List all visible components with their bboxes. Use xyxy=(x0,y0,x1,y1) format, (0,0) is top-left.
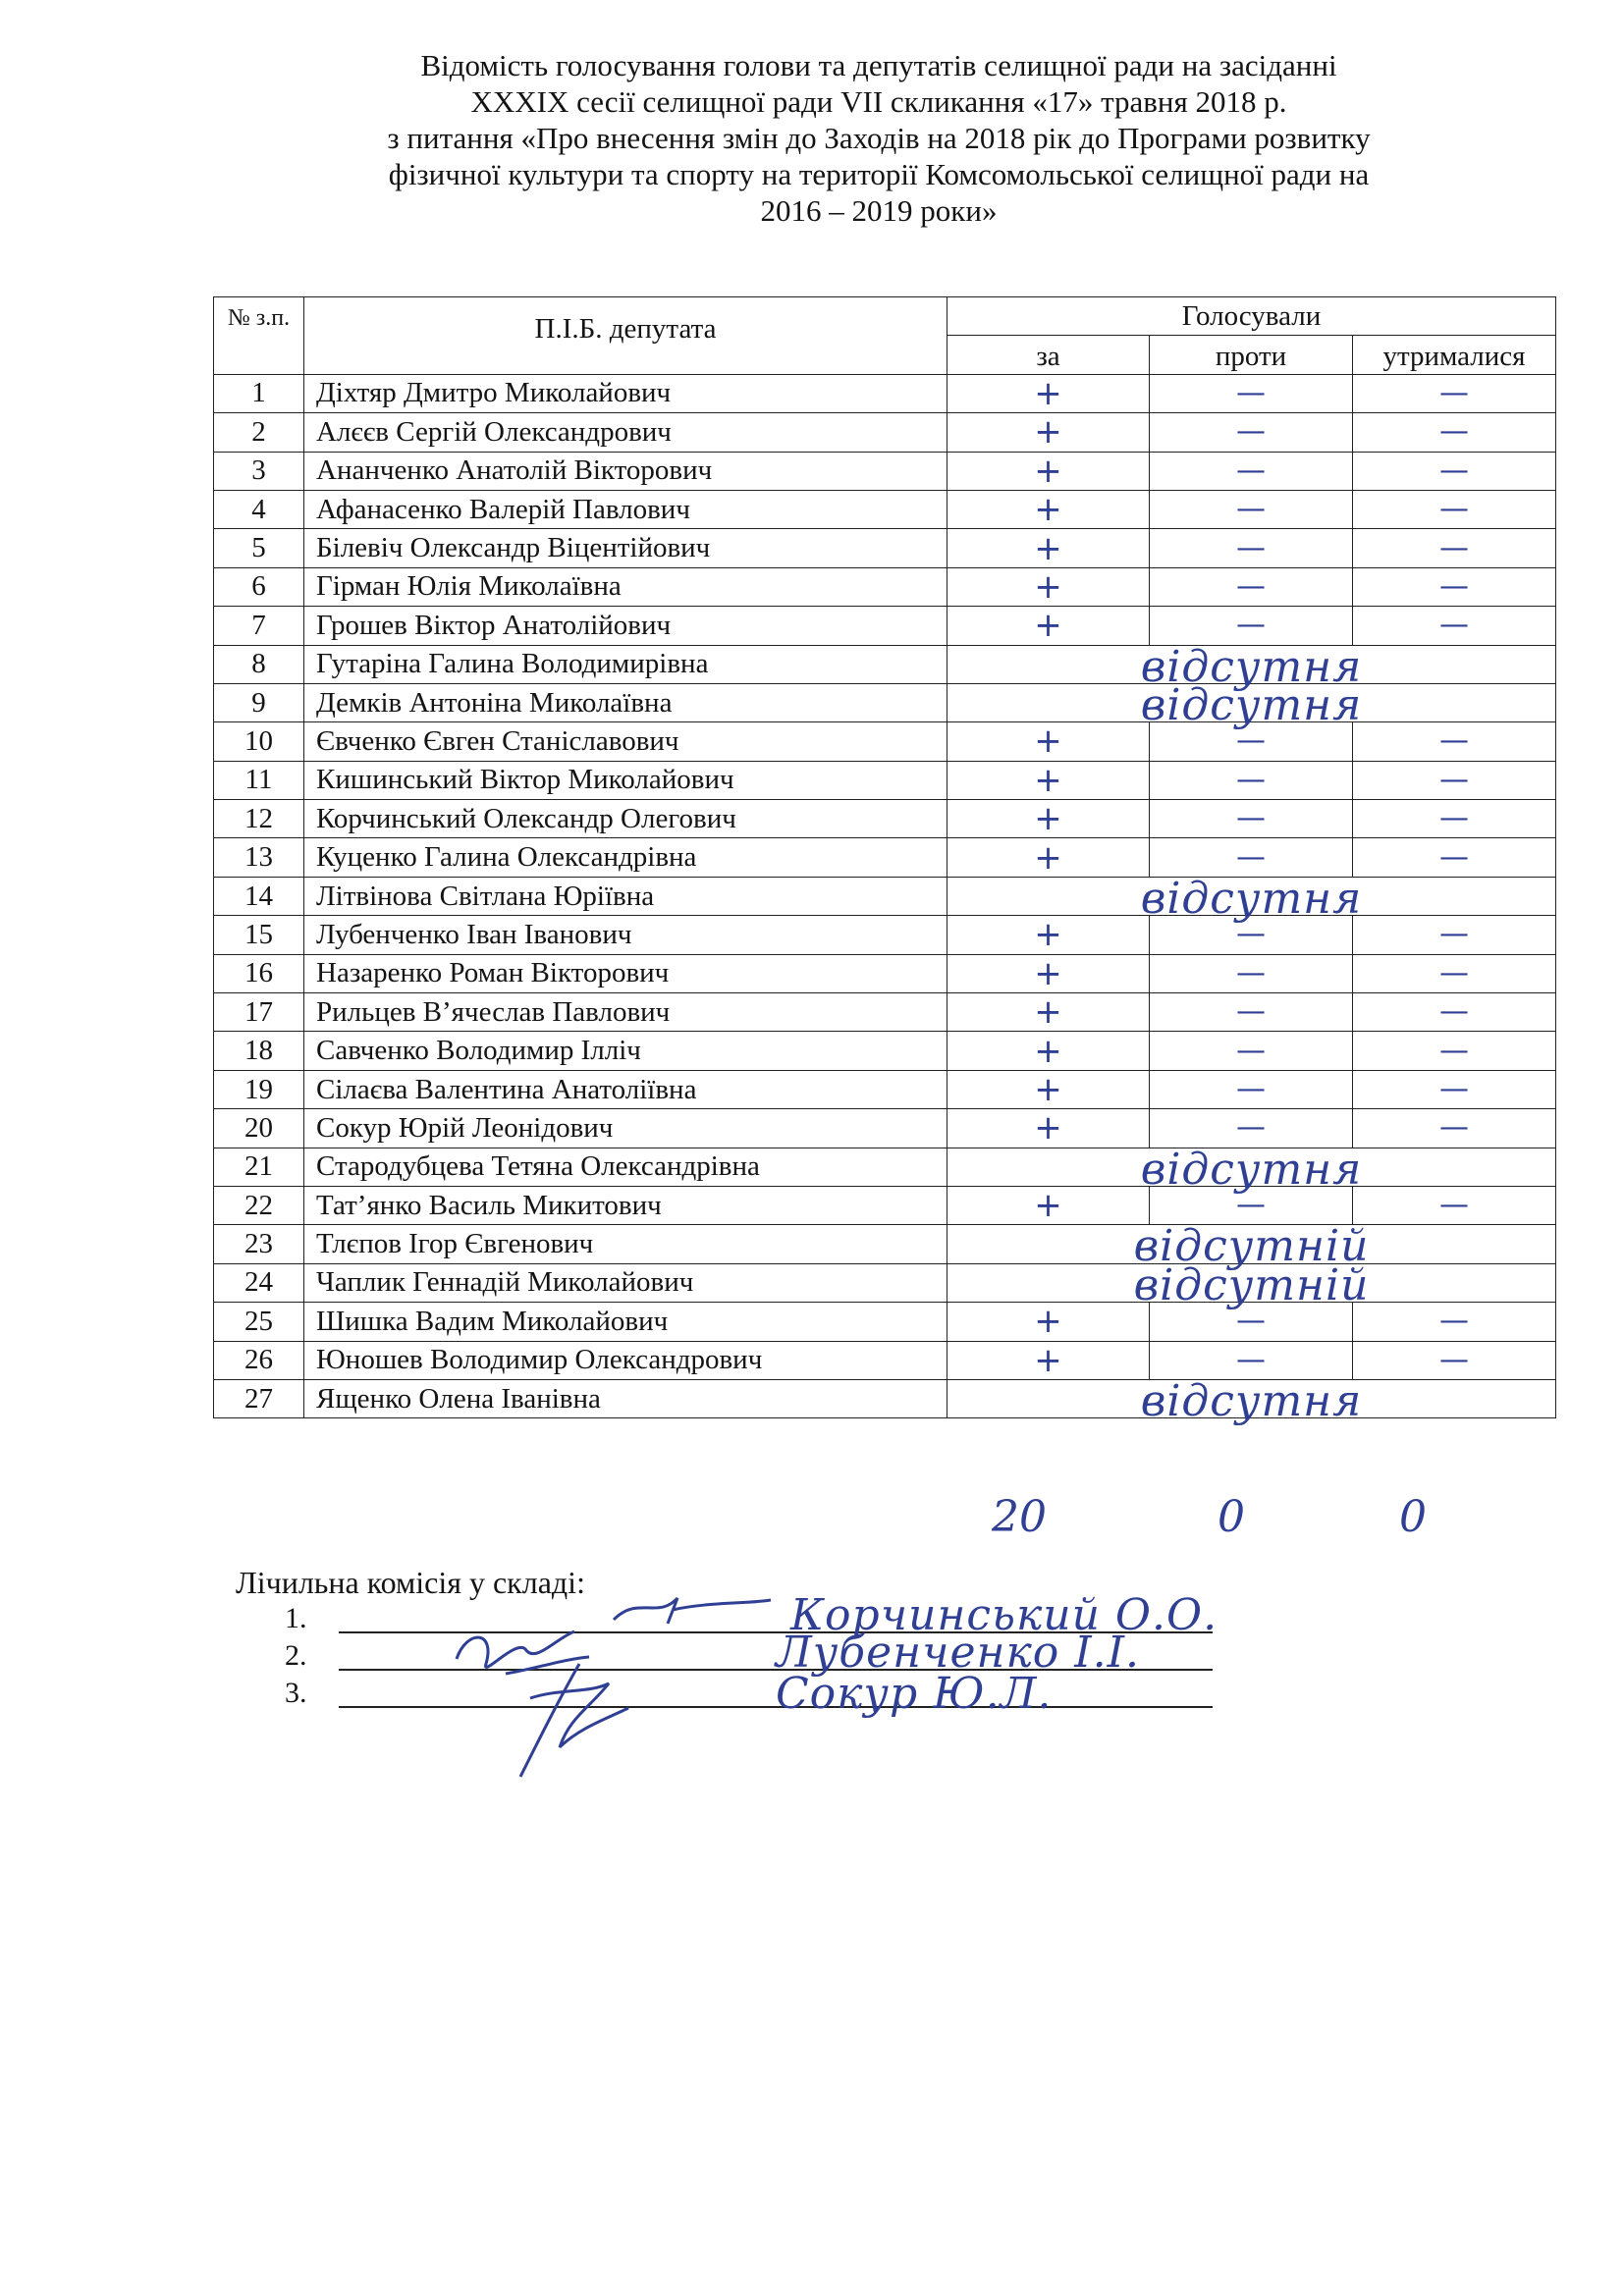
vote-for-mark: + xyxy=(947,413,1150,452)
deputy-name: Сокур Юрій Леонідович xyxy=(304,1109,947,1148)
table-row xyxy=(214,490,1556,528)
deputy-name: Сілаєва Валентина Анатоліївна xyxy=(304,1070,947,1108)
vote-against-mark: — xyxy=(1150,413,1353,452)
deputy-name: Євченко Євген Станіславович xyxy=(304,722,947,761)
table-row xyxy=(214,1032,1556,1070)
vote-for-mark: + xyxy=(947,374,1150,412)
vote-against-mark: — xyxy=(1150,529,1353,567)
deputy-name: Літвінова Світлана Юріївна xyxy=(304,877,947,915)
vote-abstained-mark: — xyxy=(1353,490,1556,528)
row-number: 19 xyxy=(214,1070,304,1108)
vote-for-mark: + xyxy=(947,607,1150,645)
table-row xyxy=(214,567,1556,606)
row-number: 11 xyxy=(214,761,304,799)
title-line: з питання «Про внесення змін до Заходів на 2018 рік до Програми розвитку xyxy=(387,121,1371,155)
table-row xyxy=(214,683,1556,721)
total-for: 20 xyxy=(992,1492,1047,1542)
vote-abstained-mark: — xyxy=(1353,838,1556,877)
row-number: 17 xyxy=(214,993,304,1032)
absent-mark: відсутня xyxy=(1140,641,1363,692)
vote-for-mark: + xyxy=(947,490,1150,528)
header-name: П.І.Б. депутата xyxy=(304,297,947,375)
vote-against-mark: — xyxy=(1150,607,1353,645)
vote-for-mark: + xyxy=(947,993,1150,1032)
absent-mark: відсутня xyxy=(1140,1375,1363,1426)
commission-member-row xyxy=(285,1602,307,1635)
row-number: 22 xyxy=(214,1186,304,1224)
commission-member-name: Сокур Ю.Л. xyxy=(776,1669,1053,1719)
deputy-name: Корчинський Олександр Олегович xyxy=(304,800,947,838)
table-row xyxy=(214,722,1556,761)
table-row xyxy=(214,1070,1556,1108)
vote-against-mark: — xyxy=(1150,1303,1353,1341)
vote-abstained-mark: — xyxy=(1353,954,1556,992)
table-row xyxy=(214,1109,1556,1148)
vote-for-mark: + xyxy=(947,1109,1150,1148)
vote-for-mark: + xyxy=(947,452,1150,490)
deputy-name: Назаренко Роман Вікторович xyxy=(304,954,947,992)
vote-abstained-mark: — xyxy=(1353,800,1556,838)
vote-abstained-mark: — xyxy=(1353,1032,1556,1070)
row-number: 25 xyxy=(214,1303,304,1341)
vote-abstained-mark: — xyxy=(1353,722,1556,761)
header-against: проти xyxy=(1150,336,1353,374)
vote-absent-cell xyxy=(947,1221,1556,1272)
table-row xyxy=(214,800,1556,838)
deputy-name: Тлєпов Ігор Євгенович xyxy=(304,1225,947,1263)
vote-abstained-mark: — xyxy=(1353,761,1556,799)
vote-against-mark: — xyxy=(1150,993,1353,1032)
vote-abstained-mark: — xyxy=(1353,607,1556,645)
header-abstained: утрималися xyxy=(1353,336,1556,374)
deputy-name: Гутаріна Галина Володимирівна xyxy=(304,645,947,683)
commission-member-name: Лубенченко І.І. xyxy=(776,1628,1140,1678)
vote-against-mark: — xyxy=(1150,954,1353,992)
deputy-name: Гірман Юлія Миколаївна xyxy=(304,567,947,606)
voting-rows xyxy=(214,373,1556,1426)
table-row xyxy=(214,916,1556,954)
vote-abstained-mark: — xyxy=(1353,1109,1556,1148)
vote-for-mark: + xyxy=(947,529,1150,567)
absent-mark: відсутній xyxy=(1133,1259,1370,1310)
table-row xyxy=(214,452,1556,490)
deputy-name: Стародубцева Тетяна Олександрівна xyxy=(304,1148,947,1186)
vote-for-mark: + xyxy=(947,1341,1150,1379)
vote-against-mark: — xyxy=(1150,490,1353,528)
table-row xyxy=(214,1148,1556,1186)
vote-against-mark: — xyxy=(1150,1070,1353,1108)
vote-absent-cell xyxy=(947,873,1556,924)
vote-for-mark: + xyxy=(947,954,1150,992)
title-line: 2016 – 2019 роки» xyxy=(760,193,998,228)
vote-abstained-mark: — xyxy=(1353,916,1556,954)
vote-against-mark: — xyxy=(1150,452,1353,490)
title-line: Відомість голосування голови та депутатів селищної ради на засіданні xyxy=(420,48,1337,82)
vote-absent-cell xyxy=(947,1375,1556,1426)
table-row xyxy=(214,1186,1556,1224)
deputy-name: Лубенченко Іван Іванович xyxy=(304,916,947,954)
deputy-name: Білевіч Олександр Віцентійович xyxy=(304,529,947,567)
vote-for-mark: + xyxy=(947,722,1150,761)
row-number: 21 xyxy=(214,1148,304,1186)
row-number: 27 xyxy=(214,1379,304,1417)
vote-abstained-mark: — xyxy=(1353,993,1556,1032)
vote-against-mark: — xyxy=(1150,1032,1353,1070)
signature-1-image xyxy=(609,1590,776,1629)
table-row xyxy=(214,529,1556,567)
vote-abstained-mark: — xyxy=(1353,567,1556,606)
vote-against-mark: — xyxy=(1150,567,1353,606)
deputy-name: Чаплик Геннадій Миколайович xyxy=(304,1263,947,1302)
table-row xyxy=(214,838,1556,877)
deputy-name: Куценко Галина Олександрівна xyxy=(304,838,947,877)
row-number: 15 xyxy=(214,916,304,954)
table-row xyxy=(214,1303,1556,1341)
vote-abstained-mark: — xyxy=(1353,452,1556,490)
vote-against-mark: — xyxy=(1150,1186,1353,1224)
signature-3-image xyxy=(501,1659,648,1787)
row-number: 13 xyxy=(214,838,304,877)
commission-member-number: 1. xyxy=(285,1602,307,1634)
deputy-name: Алєєв Сергій Олександрович xyxy=(304,413,947,452)
row-number: 20 xyxy=(214,1109,304,1148)
row-number: 2 xyxy=(214,413,304,452)
deputy-name: Афанасенко Валерій Павлович xyxy=(304,490,947,528)
row-number: 16 xyxy=(214,954,304,992)
commission-member-number: 2. xyxy=(285,1639,307,1672)
vote-for-mark: + xyxy=(947,1070,1150,1108)
table-row xyxy=(214,413,1556,452)
table-row xyxy=(214,1263,1556,1302)
vote-against-mark: — xyxy=(1150,800,1353,838)
vote-against-mark: — xyxy=(1150,1341,1353,1379)
vote-absent-cell xyxy=(947,641,1556,692)
vote-against-mark: — xyxy=(1150,722,1353,761)
vote-abstained-mark: — xyxy=(1353,1303,1556,1341)
vote-absent-cell xyxy=(947,1259,1556,1310)
row-number: 12 xyxy=(214,800,304,838)
vote-for-mark: + xyxy=(947,1303,1150,1341)
row-number: 14 xyxy=(214,877,304,915)
row-number: 8 xyxy=(214,645,304,683)
absent-mark: відсутня xyxy=(1140,1144,1363,1195)
table-row xyxy=(214,1341,1556,1379)
vote-abstained-mark: — xyxy=(1353,1341,1556,1379)
table-row xyxy=(214,993,1556,1032)
commission-member-row xyxy=(285,1677,307,1710)
vote-absent-cell xyxy=(947,679,1556,730)
document-title xyxy=(226,47,1532,229)
table-row xyxy=(214,761,1556,799)
vote-for-mark: + xyxy=(947,567,1150,606)
vote-abstained-mark: — xyxy=(1353,374,1556,412)
absent-mark: відсутня xyxy=(1140,679,1363,730)
vote-abstained-mark: — xyxy=(1353,1070,1556,1108)
vote-against-mark: — xyxy=(1150,1109,1353,1148)
row-number: 26 xyxy=(214,1341,304,1379)
total-abstained: 0 xyxy=(1399,1492,1427,1542)
commission-heading: Лічильна комісія у складі: xyxy=(236,1565,585,1600)
commission-member-number: 3. xyxy=(285,1677,307,1709)
vote-absent-cell xyxy=(947,1144,1556,1195)
row-number: 1 xyxy=(214,374,304,412)
vote-against-mark: — xyxy=(1150,838,1353,877)
deputy-name: Грошев Віктор Анатолійович xyxy=(304,607,947,645)
table-row xyxy=(214,645,1556,683)
vote-against-mark: — xyxy=(1150,916,1353,954)
vote-for-mark: + xyxy=(947,800,1150,838)
commission-member-row xyxy=(285,1639,307,1673)
vote-for-mark: + xyxy=(947,1186,1150,1224)
row-number: 18 xyxy=(214,1032,304,1070)
vote-for-mark: + xyxy=(947,761,1150,799)
deputy-name: Савченко Володимир Ілліч xyxy=(304,1032,947,1070)
table-row xyxy=(214,607,1556,645)
table-row xyxy=(214,1225,1556,1263)
voting-table xyxy=(213,296,1556,1426)
absent-mark: відсутня xyxy=(1140,873,1363,924)
deputy-name: Кишинський Віктор Миколайович xyxy=(304,761,947,799)
absent-mark: відсутній xyxy=(1133,1221,1370,1272)
row-number: 4 xyxy=(214,490,304,528)
deputy-name: Шишка Вадим Миколайович xyxy=(304,1303,947,1341)
vote-for-mark: + xyxy=(947,1032,1150,1070)
vote-against-mark: — xyxy=(1150,761,1353,799)
header-for: за xyxy=(947,336,1150,374)
deputy-name: Тат’янко Василь Микитович xyxy=(304,1186,947,1224)
commission-member-name: Корчинський О.О. xyxy=(790,1590,1218,1640)
title-line: фізичної культури та спорту на території Комсомольської селищної ради на xyxy=(388,157,1370,191)
row-number: 3 xyxy=(214,452,304,490)
row-number: 6 xyxy=(214,567,304,606)
deputy-name: Рильцев В’ячеслав Павлович xyxy=(304,993,947,1032)
table-row xyxy=(214,877,1556,915)
total-against: 0 xyxy=(1218,1492,1245,1542)
title-line: XXXIX сесії селищної ради VII скликання «17» травня 2018 р. xyxy=(470,84,1287,119)
row-number: 24 xyxy=(214,1263,304,1302)
row-number: 5 xyxy=(214,529,304,567)
vote-abstained-mark: — xyxy=(1353,1186,1556,1224)
header-voted: Голосували xyxy=(947,297,1556,336)
table-row xyxy=(214,374,1556,412)
table-row xyxy=(214,954,1556,992)
deputy-name: Діхтяр Дмитро Миколайович xyxy=(304,374,947,412)
vote-abstained-mark: — xyxy=(1353,413,1556,452)
table-row xyxy=(214,1379,1556,1417)
vote-abstained-mark: — xyxy=(1353,529,1556,567)
header-number: № з.п. xyxy=(214,297,304,375)
row-number: 9 xyxy=(214,683,304,721)
row-number: 10 xyxy=(214,722,304,761)
row-number: 7 xyxy=(214,607,304,645)
deputy-name: Юношев Володимир Олександрович xyxy=(304,1341,947,1379)
vote-against-mark: — xyxy=(1150,374,1353,412)
vote-for-mark: + xyxy=(947,916,1150,954)
deputy-name: Демків Антоніна Миколаївна xyxy=(304,683,947,721)
deputy-name: Ященко Олена Іванівна xyxy=(304,1379,947,1417)
vote-for-mark: + xyxy=(947,838,1150,877)
deputy-name: Ананченко Анатолій Вікторович xyxy=(304,452,947,490)
row-number: 23 xyxy=(214,1225,304,1263)
